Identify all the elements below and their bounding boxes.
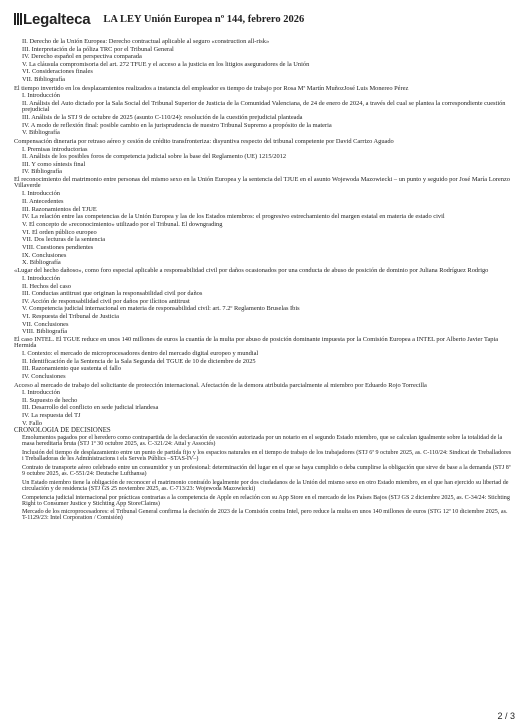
toc-section-item[interactable]: V. Competencia judicial internacional en materia de responsabilidad civil: art. 7.2º Reglamento Bruselas Ibis <box>22 305 300 313</box>
cronologia-list <box>14 435 514 524</box>
toc-section-item[interactable]: III. Desarrollo del conflicto en sede judicial irlandesa <box>22 404 159 412</box>
cronologia-entry[interactable]: Mercado de los microprocesadores: el Tribunal General confirma la decisión de 2023 de la Comisión contra Intel, pero reduce la multa en unos 140 millones de euros (STG 12ª 10 diciembre 2025, as. T-1129/23: Intel Corporation / Comisión) <box>22 509 508 522</box>
toc-section-item[interactable]: I. Introducción <box>22 92 60 100</box>
cronologia-entry[interactable]: Emolumentos pagados por el heredero como contrapartida de la declaración de sucesión autorizada por un notario en el segundo Estado miembro, que se calculan igualmente sobre la totalidad de la masa hereditaria bruta (STJ 1º 30 octubre 2025, as. C-321/24: Attal y Associés) <box>22 435 503 448</box>
logo-bars-icon <box>14 13 22 25</box>
toc-section-item[interactable]: VIII. Bibliografía <box>22 328 68 336</box>
cronologia-entry[interactable]: Competencia judicial internacional por prácticas contrarias a la competencia de Apple en relación con su App Store en el mercado de los Países Bajos (STJ GS 2 diciembre 2025, as. C-34/24: Stichting Right to Consumer Justice y Stichting App StoreClaims) <box>22 494 510 507</box>
toc-section-item[interactable]: III. Razonamientos del TJUE <box>22 205 97 213</box>
toc-section-item[interactable]: IV. La respuesta del TJ <box>22 411 81 419</box>
toc-section-item[interactable]: IV. Derecho español en perspectiva comparada <box>22 53 142 61</box>
toc-section-item[interactable]: IV. Conclusiones <box>22 373 66 380</box>
toc-section-item[interactable]: II. Derecho de la Unión Europea: Derecho contractual aplicable al seguro «construction all-risk» <box>22 38 270 45</box>
toc-section-item[interactable]: III. Interpretación de la póliza TRC por el Tribunal General <box>22 45 174 53</box>
toc-section-item[interactable]: III. Y como síntesis final <box>22 160 86 168</box>
toc-section-item[interactable]: II. Análisis del Auto dictado por la Sala Social del Tribunal Superior de Justicia de la Comunidad Valenciana, de 24 de enero de 2024, a través del cual se plantea la correspondiente cuestión prejudicial <box>22 99 506 113</box>
toc-section-item[interactable]: VIII. Cuestiones pendientes <box>22 244 94 252</box>
toc-section-item[interactable]: V. Fallo <box>22 419 43 427</box>
toc-section-item[interactable]: VI. Consideraciones finales <box>22 68 93 76</box>
toc-article-title[interactable]: El tiempo invertido en los desplazamientos realizados a instancia del empleador es tiempo de trabajo por Rosa Mª Martín MuñozJosé Luis Monereo Pérez <box>14 84 409 92</box>
toc-section-item[interactable]: III. Conductas antitrust que originan la responsabilidad civil por daños <box>22 290 203 298</box>
toc-section-item[interactable]: V. Bibliografía <box>22 129 60 137</box>
toc-section-item[interactable]: III. Razonamiento que sustenta el fallo <box>22 365 122 373</box>
toc-section-item[interactable]: II. Análisis de los posibles foros de competencia judicial sobre la base del Reglamento (UE) 1215/2012 <box>22 153 287 161</box>
page-header <box>14 9 509 29</box>
toc-section-item[interactable]: IV. Bibliografía <box>22 168 62 176</box>
toc-section-item[interactable]: V. La cláusula compromisoria del art. 272 TFUE y el acceso a la justicia en los litigios aseguradores de la Unión <box>22 60 310 68</box>
toc-list <box>14 38 514 427</box>
toc-section-item[interactable]: II. Antecedentes <box>22 197 64 205</box>
toc-section-item[interactable]: VII. Conclusiones <box>22 320 69 328</box>
page-number: 2 / 3 <box>497 711 515 721</box>
toc-section-item[interactable]: I. Premisas introductorias <box>22 145 88 153</box>
legalteca-logo[interactable] <box>14 11 90 28</box>
toc-article-title[interactable]: Compensación dineraria por retraso aéreo y cesión de crédito transfronteriza: disyuntiva respecto del tribunal competente por David Carrizo Aguado <box>14 137 394 145</box>
cronologia-entry[interactable]: Contrato de transporte aéreo celebrado entre un consumidor y un profesional: determinación del lugar en el que se haya cumplido o deba cumplirse la obligación que sirve de base a la demanda (STJ 8ª 9 octubre 2025, as. C-551/24: Deutsche Lufthansa) <box>22 464 511 477</box>
toc-section-item[interactable]: II. Identificación de la Sentencia de la Sala Segunda del TGUE de 10 de diciembre de 2025 <box>22 357 256 365</box>
toc-article-title[interactable]: El reconocimiento del matrimonio entre personas del mismo sexo en la Unión Europea y la sentencia del TJUE en el asunto Wojewoda Mazowiecki – un punto y seguido por José María Lorenzo Villaverde <box>14 175 510 190</box>
toc-section-item[interactable]: V. El concepto de «reconocimiento» utilizado por el Tribunal. El downgrading <box>22 221 223 229</box>
logo-text: Legalteca <box>23 10 91 28</box>
toc-section-item[interactable]: III. Análisis de la STJ 9 de octubre de 2025 (asunto C-110/24): resolución de la cuestión prejudicial planteada <box>22 114 303 122</box>
table-of-contents <box>14 38 514 524</box>
toc-section-item[interactable]: VI. Respuesta del Tribunal de Justicia <box>22 313 119 321</box>
toc-article-title[interactable]: Acceso al mercado de trabajo del solicitante de protección internacional. Afectación de la demora atribuida parcialmente al miembro por Eduardo Rojo Torrecilla <box>14 381 427 389</box>
toc-section-item[interactable]: I. Introducción <box>22 190 60 198</box>
toc-section-item[interactable]: IX. Conclusiones <box>22 251 67 259</box>
toc-section-item[interactable]: VII. Bibliografía <box>22 75 65 83</box>
journal-title: LA LEY Unión Europea nº 144, febrero 2026 <box>103 13 305 25</box>
toc-section-item[interactable]: II. Supuesto de hecho <box>22 396 78 404</box>
toc-section-item[interactable]: IV. A modo de reflexión final: posible cambio en la jurisprudencia de nuestro Tribunal Supremo a propósito de la materia <box>22 121 332 129</box>
cronologia-entry[interactable]: Un Estado miembro tiene la obligación de reconocer el matrimonio contraído legalmente por dos ciudadanos de la Unión del mismo sexo en otro Estado miembro, en el que han ejercido su libertad de circulación y de residencia (STJ GS 25 noviembre 2025, as. C-713/23: Wojewoda Mazowiecki) <box>22 479 509 492</box>
toc-section-item[interactable]: II. Hechos del caso <box>22 282 71 290</box>
toc-article-title[interactable]: «Lugar del hecho dañoso», como foro especial aplicable a responsabilidad civil por daños ocasionados por una conducta de abuso de posición de dominio por Juliana Rodríguez Rodrigo <box>14 266 489 274</box>
toc-section-item[interactable]: VI. El orden público europeo <box>22 228 97 236</box>
cronologia-entry[interactable]: Inclusión del tiempo de desplazamiento entre un punto de partida fijo y los espacios naturales en el tiempo de trabajo de los trabajadores (STJ 6ª 9 octubre 2025, as. C-110/24: Sindicat de Treballadores i Treballadoras de les Administracions i els Serveis Públics –STAS-IV–) <box>22 450 512 463</box>
toc-section-item[interactable]: IV. Acción de responsabilidad civil por daños por ilícitos antitrust <box>22 297 190 305</box>
toc-section-item[interactable]: I. Introducción <box>22 275 60 283</box>
toc-section-item[interactable]: VII. Dos lecturas de la sentencia <box>22 236 106 244</box>
toc-section-item[interactable]: IV. La relación entre las competencias de la Unión Europea y las de los Estados miembros: el progresivo estrechamiento del margen estatal en materia de estado civil <box>22 213 445 221</box>
toc-section-item[interactable]: I. Contexto: el mercado de microprocesadores dentro del mercado digital europeo y mundial <box>22 350 259 358</box>
toc-section-item[interactable]: X. Bibliografía <box>22 259 61 267</box>
toc-section-item[interactable]: I. Introducción <box>22 389 60 397</box>
toc-article-title[interactable]: El caso INTEL. El TGUE reduce en unos 140 millones de euros la cuantía de la multa por abuso de posición dominante impuesta por la Comisión Europea a INTEL por Alberto Javier Tapia Hermida <box>14 335 499 350</box>
cronologia-heading: CRONOLOGÍA DE DECISIONES <box>14 427 111 435</box>
